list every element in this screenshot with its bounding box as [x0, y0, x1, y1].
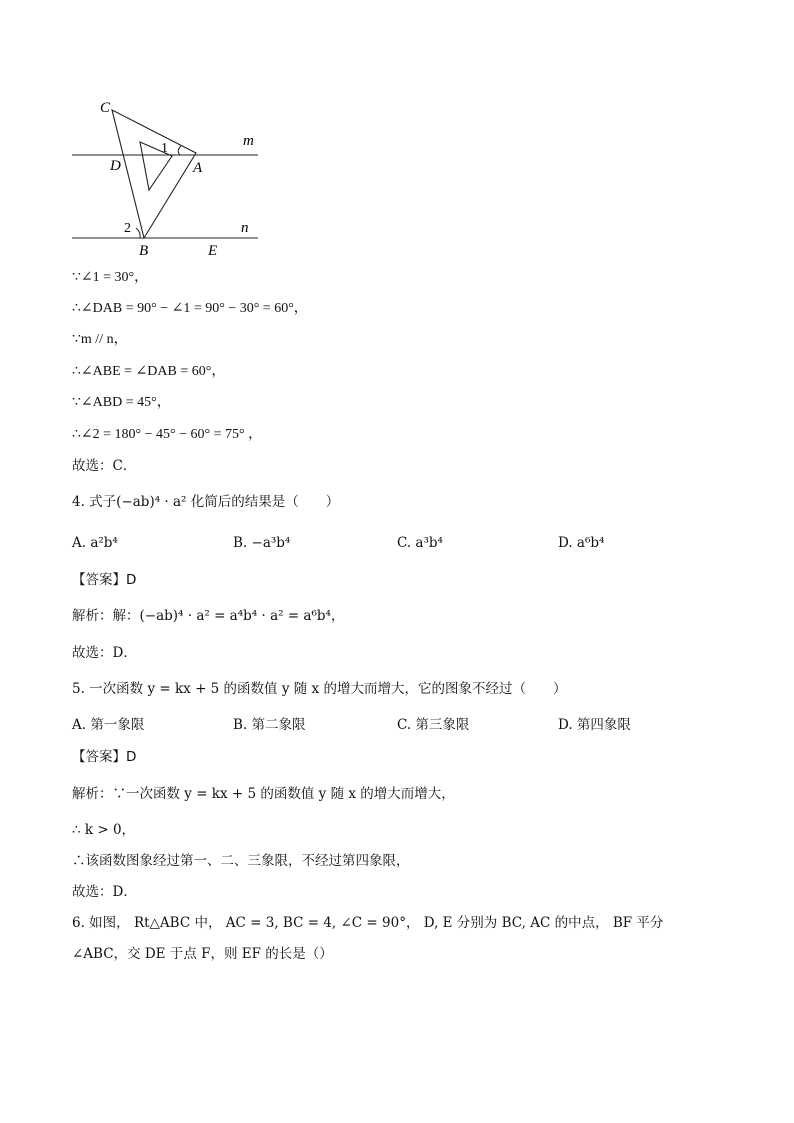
label-D: D — [110, 158, 121, 174]
q5-step-2: ∴该函数图象经过第一、二、三象限，不经过第四象限， — [72, 853, 410, 869]
q6-stem-line-2: ∠ABC，交 DE 于点 F，则 EF 的长是（） — [72, 946, 333, 962]
label-n: n — [241, 220, 249, 236]
q5-step-1: ∴ k > 0， — [72, 822, 136, 838]
q4-answer: 【答案】D — [72, 572, 137, 588]
q3-step-1: ∵∠1 = 30°， — [72, 270, 149, 285]
q4-stem: 4. 式子(−ab)⁴ · a² 化简后的结果是（ ） — [72, 494, 340, 510]
q3-step-5: ∵∠ABD = 45°， — [72, 395, 171, 410]
label-E: E — [208, 243, 218, 259]
triangle-outer — [112, 110, 196, 238]
q5-stem: 5. 一次函数 y = kx + 5 的函数值 y 随 x 的增大而增大，它的图象不经过（ ） — [72, 681, 567, 697]
q5-analysis: 解析：∵一次函数 y = kx + 5 的函数值 y 随 x 的增大而增大， — [72, 786, 455, 802]
q5-option-b: B. 第二象限 — [233, 717, 306, 733]
q5-option-d: D. 第四象限 — [558, 717, 631, 733]
q5-choice: 故选：D． — [72, 884, 137, 900]
label-C: C — [100, 100, 111, 116]
label-A: A — [193, 160, 203, 176]
q5-option-a: A. 第一象限 — [72, 717, 145, 733]
q4-option-c: C. a³b⁴ — [397, 535, 443, 551]
q4-option-d: D. a⁶b⁴ — [558, 535, 605, 551]
label-angle-2: 2 — [124, 221, 131, 236]
q4-choice: 故选：D． — [72, 645, 137, 661]
q3-step-2: ∴∠DAB = 90° − ∠1 = 90° − 30° = 60°， — [72, 301, 308, 316]
q3-step-3: ∵m // n， — [72, 332, 128, 347]
label-angle-1: 1 — [161, 141, 168, 156]
q5-answer: 【答案】D — [72, 749, 137, 765]
q4-option-a: A. a²b⁴ — [72, 535, 118, 551]
q6-stem-line-1: 6. 如图， Rt△ABC 中， AC = 3, BC = 4, ∠C = 90°， D, E 分别为 BC, AC 的中点， BF 平分 — [72, 915, 664, 931]
q3-choice: 故选：C． — [72, 458, 137, 474]
angle-2-arc — [136, 228, 140, 238]
q3-step-6: ∴∠2 = 180° − 45° − 60° = 75° ， — [72, 427, 263, 442]
q4-option-b: B. −a³b⁴ — [233, 535, 291, 551]
angle-1-arc — [178, 146, 181, 155]
q3-step-4: ∴∠ABE = ∠DAB = 60°， — [72, 364, 226, 379]
q5-option-c: C. 第三象限 — [397, 717, 470, 733]
q4-analysis: 解析：解：(−ab)⁴ · a² = a⁴b⁴ · a² = a⁶b⁴， — [72, 608, 345, 624]
label-m: m — [243, 133, 254, 149]
geometry-figure — [60, 90, 280, 265]
label-B: B — [139, 243, 149, 259]
